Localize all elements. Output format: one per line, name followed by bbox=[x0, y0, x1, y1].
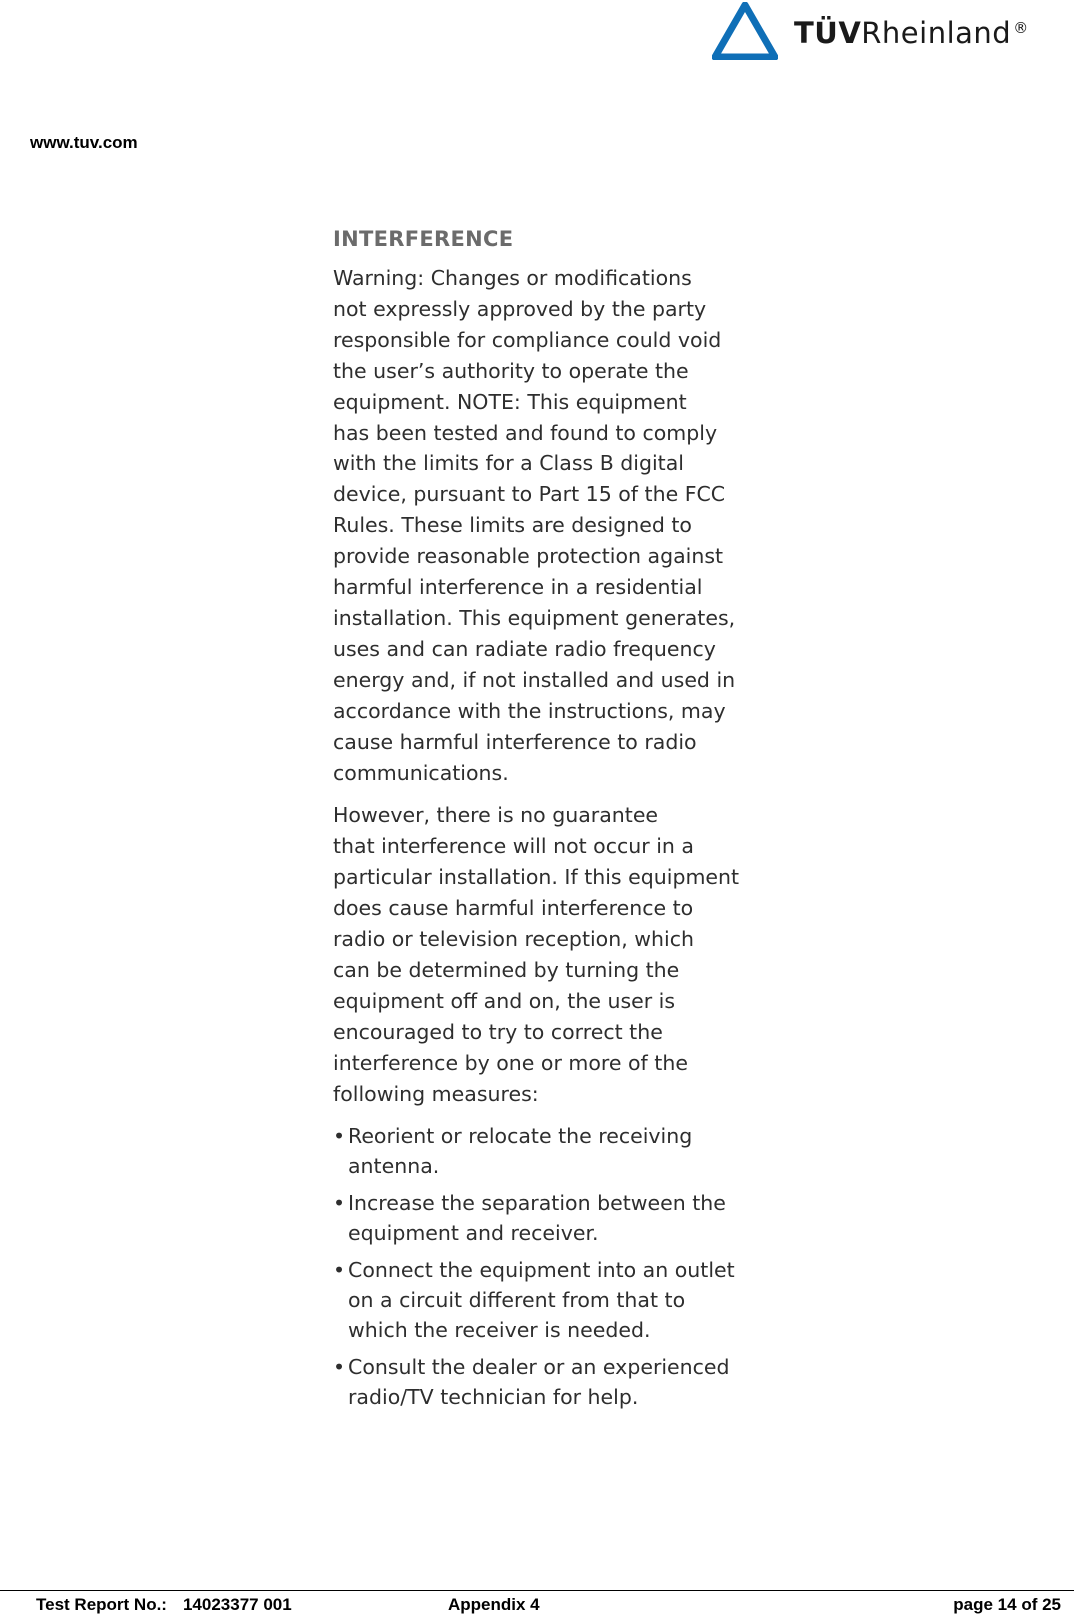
text-line: that interference will not occur in a bbox=[333, 834, 694, 859]
text-line: device, pursuant to Part 15 of the FCC bbox=[333, 482, 726, 507]
bullet-icon: • bbox=[333, 1124, 346, 1149]
text-line: equipment and receiver. bbox=[348, 1221, 599, 1246]
logo-wordmark bbox=[794, 15, 1029, 50]
list-item bbox=[333, 1121, 773, 1181]
site-url: www.tuv.com bbox=[30, 133, 138, 152]
notice-heading: INTERFERENCE bbox=[333, 227, 514, 251]
footer-appendix: Appendix 4 bbox=[448, 1595, 540, 1614]
report-number: 14023377 001 bbox=[182, 1595, 292, 1614]
interference-notice bbox=[333, 225, 773, 1419]
text-line: antenna. bbox=[348, 1154, 440, 1179]
measures-list bbox=[333, 1121, 773, 1412]
bullet-icon: • bbox=[333, 1191, 346, 1216]
text-line: Warning: Changes or modiﬁcations bbox=[333, 266, 692, 290]
text-line: interference by one or more of the bbox=[333, 1050, 688, 1075]
list-item bbox=[333, 1255, 773, 1345]
text-line: harmful interference in a residential bbox=[333, 575, 703, 600]
text-line: encouraged to try to correct the bbox=[333, 1019, 663, 1044]
text-line: communications. bbox=[333, 760, 509, 785]
text-line: does cause harmful interference to bbox=[333, 896, 694, 921]
text-line: equipment oﬀ and on, the user is bbox=[333, 988, 676, 1013]
footer-report-number bbox=[36, 1595, 292, 1615]
text-line: uses and can radiate radio frequency bbox=[333, 636, 716, 661]
text-line: responsible for compliance could void bbox=[333, 327, 722, 352]
text-line: Connect the equipment into an outlet bbox=[348, 1258, 735, 1283]
text-line: on a circuit diﬀerent from that to bbox=[348, 1288, 686, 1313]
text-line: accordance with the instructions, may bbox=[333, 698, 726, 723]
logo-brand-bold: TÜV bbox=[794, 15, 862, 50]
footer-page-number: page 14 of 25 bbox=[953, 1595, 1061, 1614]
text-line: energy and, if not installed and used in bbox=[333, 667, 736, 692]
footer-divider bbox=[0, 1590, 1074, 1591]
warning-paragraph bbox=[333, 263, 773, 788]
list-item bbox=[333, 1352, 773, 1412]
text-line: Increase the separation between the bbox=[348, 1191, 726, 1216]
tuv-rheinland-logo bbox=[712, 0, 1052, 62]
text-line: the user’s authority to operate the bbox=[333, 358, 689, 383]
text-line: radio/TV technician for help. bbox=[348, 1385, 639, 1410]
logo-brand-rest: Rheinland bbox=[861, 15, 1012, 50]
text-line: which the receiver is needed. bbox=[348, 1318, 651, 1343]
guarantee-paragraph bbox=[333, 800, 773, 1109]
tuv-triangle-logo-icon bbox=[712, 2, 778, 60]
report-label: Test Report No.: bbox=[36, 1595, 167, 1614]
text-line: cause harmful interference to radio bbox=[333, 729, 697, 754]
list-item bbox=[333, 1188, 773, 1248]
text-line: has been tested and found to comply bbox=[333, 420, 718, 445]
registered-mark: ® bbox=[1013, 18, 1029, 37]
text-line: equipment. NOTE: This equipment bbox=[333, 389, 687, 414]
text-line: However, there is no guarantee bbox=[333, 803, 659, 828]
bullet-icon: • bbox=[333, 1258, 346, 1283]
text-line: can be determined by turning the bbox=[333, 957, 680, 982]
text-line: particular installation. If this equipment bbox=[333, 865, 740, 890]
text-line: with the limits for a Class B digital bbox=[333, 451, 684, 476]
text-line: installation. This equipment generates, bbox=[333, 605, 736, 630]
text-line: Rules. These limits are designed to bbox=[333, 513, 692, 538]
text-line: Reorient or relocate the receiving bbox=[348, 1124, 693, 1149]
text-line: not expressly approved by the party bbox=[333, 296, 707, 321]
bullet-icon: • bbox=[333, 1355, 346, 1380]
text-line: following measures: bbox=[333, 1081, 539, 1106]
text-line: provide reasonable protection against bbox=[333, 544, 724, 569]
text-line: radio or television reception, which bbox=[333, 927, 694, 952]
text-line: Consult the dealer or an experienced bbox=[348, 1355, 730, 1380]
